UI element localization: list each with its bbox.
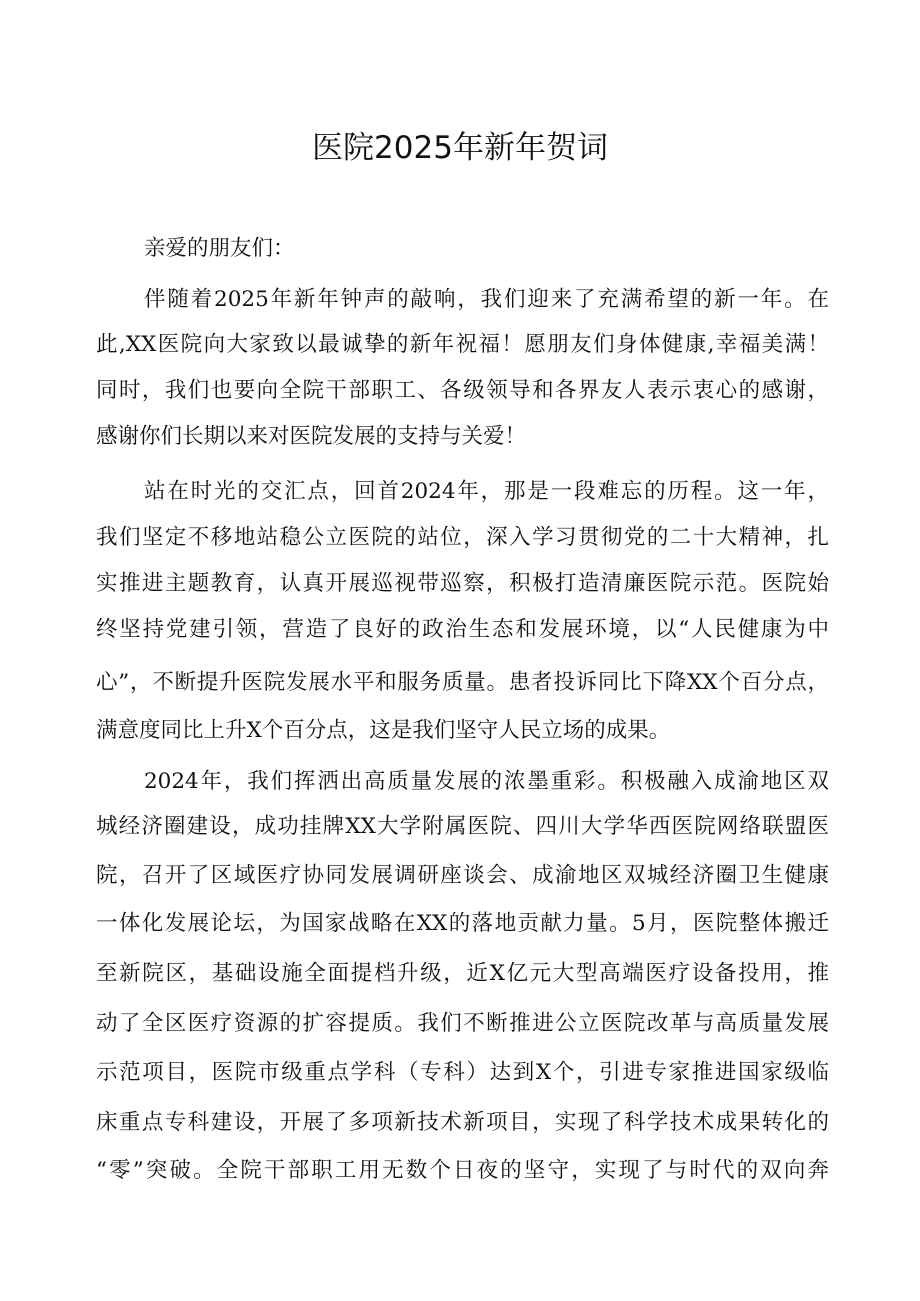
paragraph-line: “零”突破。全院干部职工用无数个日夜的坚守，实现了与时代的双向奔	[96, 1158, 829, 1183]
paragraph-line: 终坚持党建引领，营造了良好的政治生态和发展环境，以“人民健康为中	[96, 617, 829, 642]
paragraph-line: 一体化发展论坛，为国家战略在XX的落地贡献力量。5月，医院整体搬迁	[96, 911, 829, 936]
paragraph-line: 院，召开了区域医疗协同发展调研座谈会、成渝地区双城经济圈卫生健康	[96, 863, 829, 888]
paragraph-line: 实推进主题教育，认真开展巡视带巡察，积极打造清廉医院示范。医院始	[96, 571, 829, 596]
paragraph-line: 我们坚定不移地站稳公立医院的站位，深入学习贯彻党的二十大精神，扎	[96, 525, 829, 550]
paragraph-line: 城经济圈建设，成功挂牌XX大学附属医院、四川大学华西医院网络联盟医	[96, 814, 829, 839]
paragraph-line: 满意度同比上升X个百分点，这是我们坚守人民立场的成果。	[96, 718, 671, 743]
paragraph-line: 2024年，我们挥洒出高质量发展的浓墨重彩。积极融入成渝地区双	[144, 769, 829, 794]
greeting-line: 亲爱的朋友们：	[144, 236, 295, 261]
paragraph-line: 动了全区医疗资源的扩容提质。我们不断推进公立医院改革与高质量发展	[96, 1011, 829, 1036]
document-title: 医院2025年新年贺词	[312, 130, 608, 166]
paragraph-line: 此,XX医院向大家致以最诚挚的新年祝福！愿朋友们身体健康,幸福美满！	[96, 332, 829, 357]
paragraph-line: 站在时光的交汇点，回首2024年，那是一段难忘的历程。这一年，	[144, 479, 829, 504]
paragraph-line: 至新院区，基础设施全面提档升级，近X亿元大型高端医疗设备投用，推	[96, 961, 829, 986]
paragraph-line: 伴随着2025年新年钟声的敲响，我们迎来了充满希望的新一年。在	[144, 287, 829, 312]
paragraph-line: 示范项目，医院市级重点学科（专科）达到X个，引进专家推进国家级临	[96, 1060, 829, 1085]
paragraph-line: 心”，不断提升医院发展水平和服务质量。患者投诉同比下降XX个百分点，	[96, 670, 829, 695]
paragraph-line: 感谢你们长期以来对医院发展的支持与关爱！	[96, 424, 527, 449]
paragraph-line: 床重点专科建设，开展了多项新技术新项目，实现了科学技术成果转化的	[96, 1110, 829, 1135]
paragraph-line: 同时，我们也要向全院干部职工、各级领导和各界友人表示衷心的感谢，	[96, 378, 829, 403]
